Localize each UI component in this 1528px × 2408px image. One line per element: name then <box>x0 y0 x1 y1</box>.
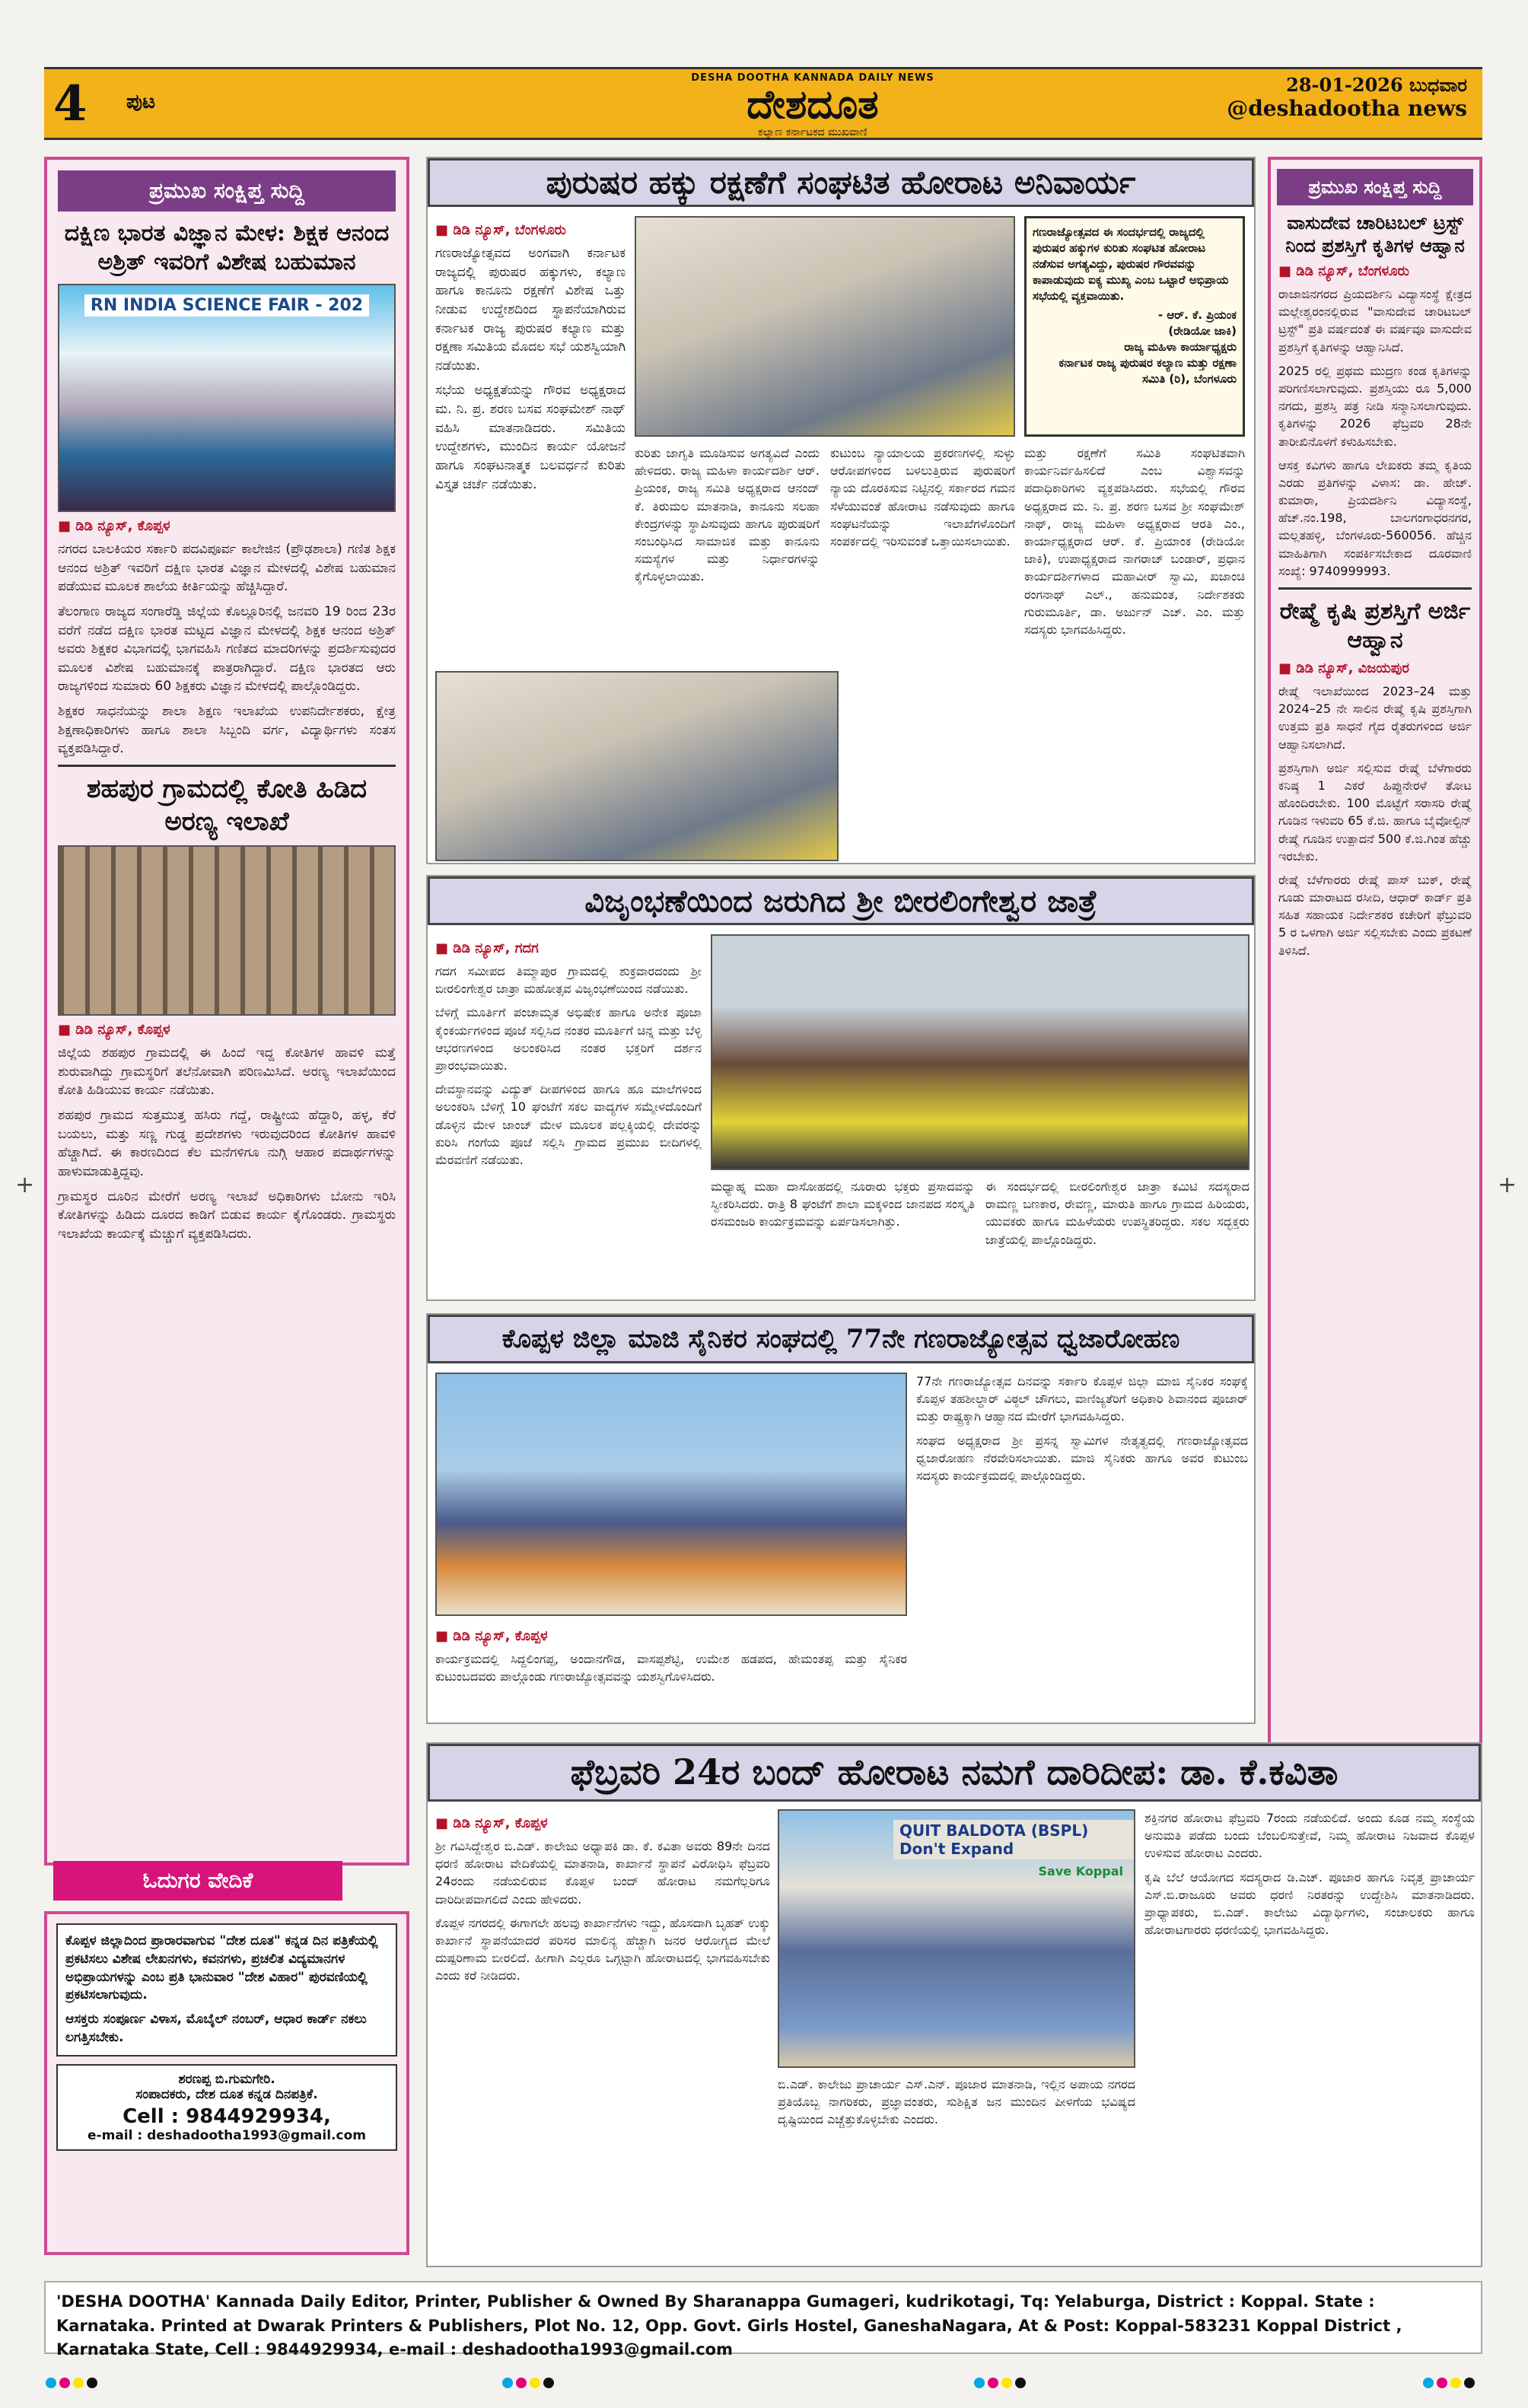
sainika-headline: ಕೊಪ್ಪಳ ಜಿಲ್ಲಾ ಮಾಜಿ ಸೈನಿಕರ ಸಂಘದಲ್ಲಿ 77ನೇ ಗಣರಾಜ್ಯೋತ್ಸವ ಧ್ವಜಾರೋಹಣ <box>428 1315 1254 1363</box>
cmyk-swatch <box>1423 2378 1475 2388</box>
lead-group-photo <box>435 671 839 861</box>
monkey-byline: ■ ಡಿಡಿ ನ್ಯೂಸ್, ಕೊಪ್ಪಳ <box>58 1022 170 1039</box>
sainika-body-left <box>435 1622 907 1691</box>
trust-award-headline: ವಾಸುದೇವ ಚಾರಿಟಬಲ್ ಟ್ರಸ್ಟ್ ನಿಂದ ಪ್ರಶಸ್ತಿಗೆ ಕೃತಿಗಳ ಆಹ್ವಾನ <box>1285 212 1465 256</box>
readers-notice-text: ಕೊಪ್ಪಳ ಜಿಲ್ಲಾದಿಂದ ಪ್ರಾರಾರವಾಗುವ "ದೇಶ ದೂತ" ಕನ್ನಡ ದಿನ ಪತ್ರಿಕೆಯಲ್ಲಿ ಪ್ರಕಟಿಸಲು ವಿಶೇಷ ಲೇಖನಗಳು, ಕವನಗಳು, ಪ್ರಚಲಿತ ವಿದ್ಯಮಾನಗಳ ಅಭಿಪ್ರಾಯಗಳನ್ನು ಎಂಬ ಪ್ರತಿ ಭಾನುವಾರ "ದೇಶ ವಿಹಾರ" ಪುರವಣಿಯಲ್ಲಿ ಪ್ರಕಟಿಸಲಾಗುವುದು. <box>65 1933 378 2003</box>
bandh-para: ಕೃಷಿ ಬೆಲೆ ಆಯೋಗದ ಸದಸ್ಯರಾದ ಡಿ.ಎಚ್. ಪೂಜಾರ ಹಾಗೂ ನಿವೃತ್ತ ಪ್ರಾಚಾರ್ಯ ಎಸ್.ಬಿ.ರಾಜೂರು ಅವರು ಧರಣಿ ನಿರತರನ್ನು ಉದ್ದೇಶಿಸಿ ಮಾತನಾಡಿದರು. ಪ್ರಾಧ್ಯಾಪಕರು, ಬಿ.ಎಡ್. ಕಾಲೇಜು ವಿದ್ಯಾರ್ಥಿಗಳು, ಸಂಚಾಲಕರು ಹಾಗೂ ಹೋರಾಟಗಾರರು ಧರಣಿಯಲ್ಲಿ ಭಾಗವಹಿಸಿದ್ದರು. <box>1144 1869 1475 1938</box>
registration-mark: + <box>15 1172 35 1198</box>
lead-meeting-photo <box>635 216 1015 437</box>
right-news-column <box>1268 157 1482 1747</box>
sainika-para: ಸಂಘದ ಅಧ್ಯಕ್ಷರಾದ ಶ್ರೀ ಪ್ರಸನ್ನ ಸ್ವಾಮಿಗಳ ನೇತೃತ್ವದಲ್ಲಿ ಗಣರಾಜ್ಯೋತ್ಸವದ ಧ್ವಜಾರೋಹಣ ನೆರವೇರಿಸಲಾಯಿತು. ಮಾಜಿ ಸೈನಿಕರು ಹಾಗೂ ಅವರ ಕುಟುಂಬ ಸದಸ್ಯರು ಕಾರ್ಯಕ್ರಮದಲ್ಲಿ ಪಾಲ್ಗೊಂಡಿದ್ದರು. <box>916 1433 1248 1483</box>
trust-award-para: ರಾಜಾಜಿನಗರದ ಪ್ರಿಯದರ್ಶಿನಿ ವಿದ್ಯಾಸಂಸ್ಥೆ ಕ್ಷೇತ್ರದ ಮಲ್ಲೇಶ್ವರಂನಲ್ಲಿರುವ "ವಾಸುದೇವ ಚಾರಿಟಬಲ್ ಟ್ರಸ್ಟ್" ಪ್ರತಿ ವರ್ಷದಂತೆ ಈ ವರ್ಷವೂ ವಾಸುದೇವ ಪ್ರಶಸ್ತಿಗೆ ಕೃತಿಗಳನ್ನು ಆಹ್ವಾನಿಸಿದೆ. <box>1278 287 1472 355</box>
bandh-body-mid <box>778 2076 1135 2135</box>
science-fair-body <box>58 540 396 759</box>
bandh-para: ಶ್ರೀ ಗವಿಸಿದ್ದೇಶ್ವರ ಬಿ.ಎಡ್. ಕಾಲೇಜು ಅಧ್ಯಾಪಕಿ ಡಾ. ಕೆ. ಕವಿತಾ ಅವರು 89ನೇ ದಿನದ ಧರಣಿ ಹೋರಾಟ ವೇದಿಕೆಯಲ್ಲಿ ಮಾತನಾಡಿ, ಕಾರ್ಖಾನೆ ಸ್ಥಾಪನೆ ವಿರೋಧಿಸಿ ಫೆಬ್ರವರಿ 24ರಂದು ನಡೆಯಲಿರುವ ಕೊಪ್ಪಳ ಬಂದ್ ಹೋರಾಟ ನಮಗೆಲ್ಲರಿಗೂ ದಾರಿದೀಪವಾಗಲಿದೆ ಎಂದು ಹೇಳಿದರು. <box>435 1839 770 1907</box>
imprint-footer: 'DESHA DOOTHA' Kannada Daily Editor, Printer, Publisher & Owned By Sharanappa Gumageri, kudrikotagi, Tq: Yelaburga, District : Koppal. State : Karnataka. Printed at Dwarak Printers & Publishers, Plot No. 12, Opp. Govt. Girls Hostel, GaneshaNagara, At & Post: Koppal-583231 Koppal District , Karnataka State, Cell : 9844929934, e-mail : deshadootha1993@gmail.com <box>44 2281 1482 2354</box>
protest-photo <box>778 1809 1135 2068</box>
lead-byline: ■ ಡಿಡಿ ನ್ಯೂಸ್, ಬೆಂಗಳೂರು <box>435 222 566 238</box>
bandh-headline: ಫೆಬ್ರವರಿ 24ರ ಬಂದ್ ಹೋರಾಟ ನಮಗೆ ದಾರಿದೀಪ: ಡಾ. ಕೆ.ಕವಿತಾ <box>428 1744 1481 1802</box>
trust-award-byline: ■ ಡಿಡಿ ನ್ಯೂಸ್, ಬೆಂಗಳೂರು <box>1278 263 1409 279</box>
header-meta <box>1227 74 1467 121</box>
trust-award-body <box>1278 285 1472 580</box>
editor-email: e-mail : deshadootha1993@gmail.com <box>88 2127 366 2143</box>
editor-cell: Cell : 9844929934, <box>123 2104 331 2128</box>
masthead-bar <box>44 67 1482 140</box>
editor-name: ಶರಣಪ್ಪ ಬಿ.ಗುಮಗೇರಿ. <box>178 2071 275 2087</box>
bandh-para: ಕೊಪ್ಪಳ ನಗರದಲ್ಲಿ ಈಗಾಗಲೇ ಹಲವು ಕಾರ್ಖಾನೆಗಳು ಇದ್ದು, ಹೊಸದಾಗಿ ಬೃಹತ್ ಉಕ್ಕು ಕಾರ್ಖಾನೆ ಸ್ಥಾಪನೆಯಾದರೆ ಪರಿಸರ ಮಾಲಿನ್ಯ ಹೆಚ್ಚಾಗಿ ಜನರ ಆರೋಗ್ಯದ ಮೇಲೆ ದುಷ್ಪರಿಣಾಮ ಬೀರಲಿದೆ. ಹೀಗಾಗಿ ಎಲ್ಲರೂ ಒಗ್ಗಟ್ಟಾಗಿ ಹೋರಾಟದಲ್ಲಿ ಭಾಗವಹಿಸಬೇಕು ಎಂದು ಕರೆ ನೀಡಿದರು. <box>435 1915 770 1983</box>
page-number: 4 <box>53 75 88 132</box>
sainika-story <box>426 1313 1256 1724</box>
jatre-procession-photo <box>711 934 1249 1170</box>
jatre-para: ಈ ಸಂದರ್ಭದಲ್ಲಿ ಬೀರಲಿಂಗೇಶ್ವರ ಜಾತ್ರಾ ಕಮಿಟಿ ಸದಸ್ಯರಾದ ರಾಮಣ್ಣ ಬಣಕಾರ, ರೇವಣ್ಣ, ಮಾರುತಿ ಹಾಗೂ ಗ್ರಾಮದ ಹಿರಿಯರು, ಯುವಕರು ಹಾಗೂ ಮಹಿಳೆಯರು ಉಪಸ್ಥಿತರಿದ್ದರು. ಸಕಲ ಸದ್ಭಕ್ತರು ಜಾತ್ರೆಯಲ್ಲಿ ಪಾಲ್ಗೊಂಡಿದ್ದರು. <box>985 1179 1249 1247</box>
jatre-byline: ■ ಡಿಡಿ ನ್ಯೂಸ್, ಗದಗ <box>435 940 539 956</box>
silk-award-byline: ■ ಡಿಡಿ ನ್ಯೂಸ್, ವಿಜಯಪುರ <box>1278 660 1409 676</box>
left-section-label: ಪ್ರಮುಖ ಸಂಕ್ಷಿಪ್ತ ಸುದ್ದಿ <box>58 170 396 212</box>
science-fair-byline: ■ ಡಿಡಿ ನ್ಯೂಸ್, ಕೊಪ್ಪಳ <box>58 518 170 534</box>
science-fair-para: ತೆಲಂಗಾಣ ರಾಜ್ಯದ ಸಂಗಾರೆಡ್ಡಿ ಜಿಲ್ಲೆಯ ಕೊಲ್ಲೂರಿನಲ್ಲಿ ಜನವರಿ 19 ರಿಂದ 23ರ ವರೆಗೆ ನಡೆದ ದಕ್ಷಿಣ ಭಾರತ ಮಟ್ಟದ ವಿಜ್ಞಾನ ಮೇಳದಲ್ಲಿ ಶಿಕ್ಷಕ ಆನಂದ ಅಶ್ರಿತ್ ಅವರು ಶಿಕ್ಷಕರ ವಿಭಾಗದಲ್ಲಿ ಭಾಗವಹಿಸಿ ಗಣಿತದ ಮಾದರಿಗಳನ್ನು ಪ್ರದರ್ಶಿಸುವುದರ ಮೂಲಕ ವಿಶೇಷ ಬಹುಮಾನಕ್ಕೆ ಪಾತ್ರರಾಗಿದ್ದಾರೆ. ದಕ್ಷಿಣ ಭಾರತದ ಆರು ರಾಜ್ಯಗಳಿಂದ ಸುಮಾರು 60 ಶಿಕ್ಷಕರು ವಿಜ್ಞಾನ ಮೇಳದಲ್ಲಿ ಪಾಲ್ಗೊಂಡಿದ್ದರು. <box>58 603 396 695</box>
readers-notice <box>56 1923 397 2057</box>
science-fair-headline: ದಕ್ಷಿಣ ಭಾರತ ವಿಜ್ಞಾನ ಮೇಳ: ಶಿಕ್ಷಕ ಆನಂದ ಅಶ್ರಿತ್ ಇವರಿಗೆ ವಿಶೇಷ ಬಹುಮಾನ <box>64 220 390 275</box>
jatre-para: ದೇವಸ್ಥಾನವನ್ನು ವಿದ್ಯುತ್ ದೀಪಗಳಿಂದ ಹಾಗೂ ಹೂ ಮಾಲೆಗಳಿಂದ ಅಲಂಕರಿಸಿ ಬೆಳಿಗ್ಗೆ 10 ಘಂಟೆಗೆ ಸಕಲ ವಾದ್ಯಗಳ ಸಮ್ಮೇಳದೊಂದಿಗೆ ಡೊಳ್ಳಿನ ಮೇಳ ಜಾಂಜ್ ಮೇಳ ಮೂಲಕ ಪಲ್ಲಕ್ಕಿಯಲ್ಲಿ ದೇವರನ್ನು ಕುರಿಸಿ ಗಂಗೆಯ ಪೂಜೆ ಸಲ್ಲಿಸಿ ಗ್ರಾಮದ ಪ್ರಮುಖ ಬೀದಿಗಳಲ್ಲಿ ಮೆರವಣಿಗೆ ನಡೆಯಿತು. <box>435 1082 702 1167</box>
masthead-title: ದೇಶದೂತ <box>746 81 879 128</box>
monkey-para: ಗ್ರಾಮಸ್ಥರ ದೂರಿನ ಮೇರೆಗೆ ಅರಣ್ಯ ಇಲಾಖೆ ಅಧಿಕಾರಿಗಳು ಬೋನು ಇರಿಸಿ ಕೋತಿಗಳನ್ನು ಹಿಡಿದು ದೂರದ ಕಾಡಿಗೆ ಬಿಡುವ ಕಾರ್ಯ ಕೈಗೊಂಡರು. ಗ್ರಾಮಸ್ಥರು ಇಲಾಖೆಯ ಕಾರ್ಯಕ್ಕೆ ಮೆಚ್ಚುಗೆ ವ್ಯಕ್ತಪಡಿಸಿದರು. <box>58 1188 396 1242</box>
silk-award-para: ರೇಷ್ಮೆ ಬೆಳೆಗಾರರು ರೇಷ್ಮೆ ಪಾಸ್ ಬುಕ್, ರೇಷ್ಮೆ ಗೂಡು ಮಾರಾಟದ ರಸೀದಿ, ಆಧಾರ್ ಕಾರ್ಡ್ ಪ್ರತಿ ಸಹಿತ ಸಹಾಯಕ ನಿರ್ದೇಶಕರ ಕಚೇರಿಗೆ ಫೆಬ್ರುವರಿ 5 ರ ಒಳಗಾಗಿ ಅರ್ಜಿ ಸಲ್ಲಿಸಬೇಕು ಎಂದು ಪ್ರಕಟಣೆ ತಿಳಿಸಿದೆ. <box>1278 872 1472 958</box>
save-koppal-text: Save Koppal <box>1038 1864 1123 1878</box>
page-word: ಪುಟ <box>126 91 156 113</box>
lead-para-text: ಕುರಿತು ಜಾಗೃತಿ ಮೂಡಿಸುವ ಅಗತ್ಯವಿದೆ ಎಂದು ಹೇಳಿದರು. ರಾಜ್ಯ ಮಹಿಳಾ ಕಾರ್ಯದರ್ಶಿ ಆರ್. ಪ್ರಿಯಂಕ, ರಾಜ್ಯ ಸಮಿತಿ ಅಧ್ಯಕ್ಷರಾದ ಆನಂದ್ ಕೆ. ತಿರುಮಲ ಮಾತನಾಡಿ, ಕಾನೂನು ಸಲಹಾ ಕೇಂದ್ರಗಳನ್ನು ಸ್ಥಾಪಿಸುವುದು ಹಾಗೂ ಪುರುಷರಿಗೆ ಸಂಬಂಧಿಸಿದ ಸಾಮಾಜಿಕ ಮತ್ತು ಕಾನೂನು ಸಮಸ್ಯೆಗಳ ಮತ್ತು ನಿರ್ಧಾರಗಳನ್ನು ಕೈಗೊಳ್ಳಲಾಯಿತು. <box>635 446 820 584</box>
silk-award-para: ರೇಷ್ಮೆ ಇಲಾಖೆಯಿಂದ 2023–24 ಮತ್ತು 2024–25 ನೇ ಸಾಲಿನ ರೇಷ್ಮೆ ಕೃಷಿ ಪ್ರಶಸ್ತಿಗಾಗಿ ಉತ್ತಮ ಪ್ರತಿ ಸಾಧನೆ ಗೈದ ರೈತರುಗಳಿಂದ ಅರ್ಜಿ ಆಹ್ವಾನಿಸಲಾಗಿದೆ. <box>1278 684 1472 752</box>
editor-contact <box>56 2064 397 2151</box>
sainika-para: 77ನೇ ಗಣರಾಜ್ಯೋತ್ಸವ ದಿನವನ್ನು ಸರ್ಕಾರಿ ಕೊಪ್ಪಳ ಜಿಲ್ಲಾ ಮಾಜಿ ಸೈನಿಕರ ಸಂಘಕ್ಕೆ ಕೊಪ್ಪಳ ತಹಶೀಲ್ದಾರ್ ವಿಠ್ಠಲ್ ಚೌಗಲು, ವಾಣಿಜ್ಯತೆರಿಗೆ ಅಧಿಕಾರಿ ಶಿವಾನಂದ ಪೂಜಾರ್ ಮತ್ತು ರಾಷ್ಟ್ರಕ್ಕಾಗಿ ಆಹ್ವಾನದ ಮೇರೆಗೆ ಭಾಗವಹಿಸಿದ್ದರು. <box>916 1374 1248 1424</box>
lead-col1 <box>435 216 626 500</box>
sainika-body-right <box>916 1373 1248 1490</box>
lead-para <box>435 244 626 494</box>
editor-role: ಸಂಪಾದಕರು, ದೇಶ ದೂತ ಕನ್ನಡ ದಿನಪತ್ರಿಕೆ. <box>135 2086 318 2102</box>
silk-award-body <box>1278 682 1472 959</box>
readers-forum-box <box>44 1911 409 2255</box>
science-fair-photo <box>58 284 396 512</box>
lead-quote: ಗಣರಾಜ್ಯೋತ್ಸವದ ಈ ಸಂದರ್ಭದಲ್ಲಿ ರಾಜ್ಯದಲ್ಲಿ ಪುರುಷರ ಹಕ್ಕುಗಳ ಕುರಿತು ಸಂಘಟಿತ ಹೋರಾಟ ನಡೆಸುವ ಅಗತ್ಯವಿದ್ದು, ಪುರುಷರ ಗೌರವವನ್ನು ಕಾಪಾಡುವುದು ಐಕ್ಯ ಮುಖ್ಯ ಎಂಬ ಒಟ್ಟಾರೆ ಅಭಿಪ್ರಾಯ ಸಭೆಯಲ್ಲಿ ವ್ಯಕ್ತವಾಯಿತು. <box>1033 225 1229 303</box>
silk-award-headline: ರೇಷ್ಮೆ ಕೃಷಿ ಪ್ರಶಸ್ತಿಗೆ ಅರ್ಜಿ ಆಹ್ವಾನ <box>1279 598 1471 654</box>
cmyk-swatch <box>974 2378 1026 2388</box>
masthead <box>653 69 973 138</box>
lead-body-right <box>1024 444 1245 644</box>
lead-headline: ಪುರುಷರ ಹಕ್ಕು ರಕ್ಷಣೆಗೆ ಸಂಘಟಿತ ಹೋರಾಟ ಅನಿವಾರ್ಯ <box>428 158 1254 207</box>
jatre-col1 <box>435 934 702 1175</box>
monkey-headline: ಶಹಪುರ ಗ್ರಾಮದಲ್ಲಿ ಕೋತಿ ಹಿಡಿದ ಅರಣ್ಯ ಇಲಾಖೆ <box>86 774 368 837</box>
social-handle: @deshadootha news <box>1227 96 1467 121</box>
masthead-english: DESHA DOOTHA KANNADA DAILY NEWS <box>691 72 934 84</box>
left-news-column <box>44 157 409 1866</box>
jatre-para: ಗದಗ ಸಮೀಪದ ತಿಮ್ಮಾಪುರ ಗ್ರಾಮದಲ್ಲಿ ಶುಕ್ರವಾರದಂದು ಶ್ರೀ ಬೀರಲಿಂಗೇಶ್ವರ ಜಾತ್ರಾ ಮಹೋತ್ಸವ ವಿಜೃಂಭಣೆಯಿಂದ ನಡೆಯಿತು. <box>435 964 702 997</box>
lead-para-text: ಸಭೆಯ ಅಧ್ಯಕ್ಷತೆಯನ್ನು ಗೌರವ ಅಧ್ಯಕ್ಷರಾದ ಮ. ನಿ. ಪ್ರ. ಶರಣ ಬಸವ ಸಂಘಮೇಶ್ ನಾಥ್ ವಹಿಸಿ ಮಾತನಾಡಿದರು. ಸಮಿತಿಯ ಉದ್ದೇಶಗಳು, ಮುಂದಿನ ಕಾರ್ಯ ಯೋಜನೆ ಹಾಗೂ ಸಂಘಟನಾತ್ಮಕ ಬಲವರ್ಧನೆ ಕುರಿತು ವಿಸ್ತೃತ ಚರ್ಚೆ ನಡೆಯಿತು. <box>435 383 626 492</box>
monkey-para: ಜಿಲ್ಲೆಯ ಶಹಪುರ ಗ್ರಾಮದಲ್ಲಿ ಈ ಹಿಂದೆ ಇದ್ದ ಕೋತಿಗಳ ಹಾವಳಿ ಮತ್ತೆ ಶುರುವಾಗಿದ್ದು ಗ್ರಾಮಸ್ಥರಿಗೆ ತಲೆನೋವಾಗಿ ಪರಿಣಮಿಸಿದೆ. ಅರಣ್ಯ ಇಲಾಖೆಯಿಂದ ಕೋತಿ ಹಿಡಿಯುವ ಕಾರ್ಯ ನಡೆಯಿತು. <box>58 1045 396 1099</box>
silk-award-para: ಪ್ರಶಸ್ತಿಗಾಗಿ ಅರ್ಜಿ ಸಲ್ಲಿಸುವ ರೇಷ್ಮೆ ಬೆಳೆಗಾರರು ಕನಿಷ್ಠ 1 ಎಕರೆ ಹಿಪ್ಪುನೇರಳೆ ತೋಟ ಹೊಂದಿರಬೇಕು. 100 ಮೊಟ್ಟೆಗೆ ಸರಾಸರಿ ರೇಷ್ಮೆ ಗೂಡಿನ ಇಳುವರಿ 65 ಕೆ.ಜಿ. ಹಾಗೂ ಬೈವೋಲ್ಟಿನ್ ರೇಷ್ಮೆ ಗೂಡಿನ ಉತ್ಪಾದನೆ 500 ಕೆ.ಜಿ.ಗಿಂತ ಹೆಚ್ಚು ಇರಬೇಕು. <box>1278 760 1472 864</box>
right-section-label: ಪ್ರಮುಖ ಸಂಕ್ಷಿಪ್ತ ಸುದ್ದಿ <box>1277 169 1473 205</box>
lead-quote-author: - ಆರ್. ಕೆ. ಪ್ರಿಯಂಕ <box>1157 308 1237 322</box>
bandh-para: ಬಿ.ಎಡ್. ಕಾಲೇಜು ಪ್ರಾಚಾರ್ಯ ಎಸ್.ಎನ್. ಪೂಜಾರ ಮಾತನಾಡಿ, ಇಲ್ಲಿನ ಅಪಾಯ ನಗರದ ಪ್ರತಿಯೊಬ್ಬ ನಾಗರಿಕರು, ಪ್ರಜ್ಞಾವಂತರು, ಸುಶಿಕ್ಷಿತ ಜನ ಮುಂದಿನ ಪೀಳಿಗೆಯ ಭವಿಷ್ಯದ ದೃಷ್ಟಿಯಿಂದ ಎಚ್ಚೆತ್ತುಕೊಳ್ಳಬೇಕು ಎಂದರು. <box>778 2077 1135 2127</box>
readers-notice-text2: ಆಸಕ್ತರು ಸಂಪೂರ್ಣ ವಿಳಾಸ, ಮೊಬೈಲ್ ನಂಬರ್, ಆಧಾರ ಕಾರ್ಡ್ ನಕಲು ಲಗತ್ತಿಸಬೇಕು. <box>65 2012 367 2045</box>
jatre-headline: ವಿಜೃಂಭಣೆಯಿಂದ ಜರುಗಿದ ಶ್ರೀ ಬೀರಲಿಂಗೇಶ್ವರ ಜಾತ್ರೆ <box>428 876 1254 925</box>
lead-quote-box <box>1024 216 1245 437</box>
jatre-body <box>711 1178 1249 1249</box>
monkey-cage-photo <box>58 845 396 1016</box>
readers-forum-label: ಓದುಗರ ವೇದಿಕೆ <box>53 1861 342 1901</box>
registration-mark: + <box>1498 1172 1517 1198</box>
sainika-para: ಕಾರ್ಯಕ್ರಮದಲ್ಲಿ ಸಿದ್ದಲಿಂಗಪ್ಪ, ಅಂದಾನಗೌಡ, ವಾಸಪ್ಪಶೆಟ್ಟಿ, ಉಮೇಶ ಹಡಪದ, ಹೇಮಂತಪ್ಪ ಮತ್ತು ಸೈನಿಕರ ಕುಟುಂಬದವರು ಪಾಲ್ಗೊಂಡು ಗಣರಾಜ್ಯೋತ್ಸವವನ್ನು ಯಶಸ್ವಿಗೊಳಿಸಿದರು. <box>435 1652 907 1684</box>
bandh-byline: ■ ಡಿಡಿ ನ್ಯೂಸ್, ಕೊಪ್ಪಳ <box>435 1815 548 1831</box>
cmyk-swatch <box>502 2378 554 2388</box>
masthead-tagline: ಕಲ್ಯಾಣ ಕರ್ನಾಟಕದ ಮುಖವಾಣಿ <box>758 126 867 138</box>
issue-date: 28-01-2026 ಬುಧವಾರ <box>1286 74 1467 96</box>
lead-quote-author-org: ಕರ್ನಾಟಕ ರಾಜ್ಯ ಪುರುಷರ ಕಲ್ಯಾಣ ಮತ್ತು ರಕ್ಷಣಾ ಸಮಿತಿ (ರಿ), ಬೆಂಗಳೂರು <box>1058 356 1237 386</box>
bandh-para: ಶಕ್ತಿನಗರ ಹೋರಾಟ ಫೆಬ್ರವರಿ 7ರಂದು ನಡೆಯಲಿದೆ. ಅಂದು ಕೂಡ ನಮ್ಮ ಸಂಸ್ಥೆಯ ಅನುಮತಿ ಪಡೆದು ಬಂದು ಬೆಂಬಲಿಸುತ್ತೇವೆ, ನಿಮ್ಮ ಹೋರಾಟ ನಿಜವಾದ ಕೊಪ್ಪಳ ಉಳಿಸುವ ಹೋರಾಟ ಎಂದರು. <box>1144 1811 1475 1861</box>
lead-para-text: ಕುಟುಂಬ ನ್ಯಾಯಾಲಯ ಪ್ರಕರಣಗಳಲ್ಲಿ ಸುಳ್ಳು ಆರೋಪಗಳಿಂದ ಬಳಲುತ್ತಿರುವ ಪುರುಷರಿಗೆ ನ್ಯಾಯ ದೊರಕಿಸುವ ನಿಟ್ಟಿನಲ್ಲಿ ಸರ್ಕಾರದ ಗಮನ ಸೆಳೆಯುವಂತೆ ಹೋರಾಟ ನಡೆಸುವುದು ಹಾಗೂ ಸಂಘಟನೆಯನ್ನು ಇಲಾಖೆಗಳೊಂದಿಗೆ ಸಂಪರ್ಕದಲ್ಲಿ ಇರಿಸುವಂತೆ ಒತ್ತಾಯಿಸಲಾಯಿತು. <box>830 446 1015 549</box>
bandh-story <box>426 1742 1482 2267</box>
monkey-body <box>58 1044 396 1243</box>
trust-award-para: 2025 ರಲ್ಲಿ ಪ್ರಥಮ ಮುದ್ರಣ ಕಂಡ ಕೃತಿಗಳನ್ನು ಪರಿಗಣಿಸಲಾಗುವುದು. ಪ್ರಶಸ್ತಿಯು ರೂ 5,000 ನಗದು, ಪ್ರಶಸ್ತಿ ಪತ್ರ ನೀಡಿ ಸನ್ಮಾನಿಸಲಾಗುವುದು. ಕೃತಿಗಳನ್ನು 2026 ಫೆಬ್ರವರಿ 28ನೇ ತಾರೀಖಿನೊಳಗೆ ಕಳುಹಿಸಬೇಕು. <box>1278 363 1472 449</box>
lead-quote-author-role: (ರೇಡಿಯೋ ಜಾಕಿ) <box>1168 324 1237 338</box>
protest-banner-text: QUIT BALDOTA (BSPL) Don't Expand <box>893 1820 1134 1859</box>
lead-para-text: ಮತ್ತು ರಕ್ಷಣೆಗೆ ಸಮಿತಿ ಸಂಘಟಿತವಾಗಿ ಕಾರ್ಯನಿರ್ವಹಿಸಲಿದೆ ಎಂಬ ವಿಶ್ವಾಸವನ್ನು ಪದಾಧಿಕಾರಿಗಳು ವ್ಯಕ್ತಪಡಿಸಿದರು. ಸಭೆಯಲ್ಲಿ ಗೌರವ ಅಧ್ಯಕ್ಷರಾದ ಮ. ನಿ. ಪ್ರ. ಶರಣ ಬಸವ ಶ್ರೀ ಸಂಘಮೇಶ್ ನಾಥ್, ರಾಜ್ಯ ಮಹಿಳಾ ಅಧ್ಯಕ್ಷರಾದ ಆರತಿ ಎಂ., ಕಾರ್ಯಾಧ್ಯಕ್ಷರಾದ ಆರ್. ಕೆ. ಪ್ರಿಯಾಂಕ (ರೇಡಿಯೋ ಜಾಕಿ), ಉಪಾಧ್ಯಕ್ಷರಾದ ನಾಗರಾಜ್ ಬಂಡಾರ್, ಪ್ರಧಾನ ಕಾರ್ಯದರ್ಶಿಗಳಾದ ಮಹಾವೀರ್ ಸ್ವಾಮಿ, ಖಜಾಂಚಿ ರಂಗನಾಥ್ ಎಲ್., ಹನುಮಂತ, ನಿರ್ದೇಶಕರು ಗುರುಮೂರ್ತಿ, ಡಾ. ಅರ್ಜುನ್ ಎಚ್. ಎಂ. ಮತ್ತು ಸದಸ್ಯರು ಭಾಗವಹಿಸಿದ್ದರು. <box>1024 446 1245 637</box>
lead-quote-author-title: ರಾಜ್ಯ ಮಹಿಳಾ ಕಾರ್ಯಾಧ್ಯಕ್ಷರು <box>1124 340 1237 354</box>
bandh-body-right <box>1144 1809 1475 1945</box>
science-fair-banner-text: RN INDIA SCIENCE FAIR - 202 <box>84 294 369 317</box>
bandh-col1 <box>435 1809 770 1991</box>
jatre-story <box>426 875 1256 1301</box>
jatre-para: ಮಧ್ಯಾಹ್ನ ಮಹಾ ದಾಸೋಹದಲ್ಲಿ ನೂರಾರು ಭಕ್ತರು ಪ್ರಸಾದವನ್ನು ಸ್ವೀಕರಿಸಿದರು. ರಾತ್ರಿ 8 ಘಂಟೆಗೆ ಶಾಲಾ ಮಕ್ಕಳಿಂದ ಜಾನಪದ ಸಂಸ್ಕೃತಿ ರಸಮಂಜರಿ ಕಾರ್ಯಕ್ರಮವನ್ನು ಏರ್ಪಡಿಸಲಾಗಿತ್ತು. <box>711 1179 975 1229</box>
jatre-para: ಬೆಳಿಗ್ಗೆ ಮೂರ್ತಿಗೆ ಪಂಚಾಮೃತ ಅಭಿಷೇಕ ಹಾಗೂ ಅನೇಕ ಪೂಜಾ ಕೈಂಕರ್ಯಗಳಿಂದ ಪೂಜೆ ಸಲ್ಲಿಸಿದ ನಂತರ ಮೂರ್ತಿಗೆ ಚಿನ್ನ ಮತ್ತು ಬೆಳ್ಳಿ ಆಭರಣಗಳಿಂದ ಅಲಂಕರಿಸಿದ ನಂತರ ಭಕ್ತರಿಗೆ ದರ್ಶನ ಪ್ರಾರಂಭವಾಯಿತು. <box>435 1005 702 1073</box>
trust-award-para: ಆಸಕ್ತ ಕವಿಗಳು ಹಾಗೂ ಲೇಖಕರು ತಮ್ಮ ಕೃತಿಯ ಎರಡು ಪ್ರತಿಗಳನ್ನು ವಿಳಾಸ: ಡಾ. ಹೇಚ್. ಕುಮಾರಾ, ಪ್ರಿಯದರ್ಶಿನಿ ವಿದ್ಯಾಸಂಸ್ಥೆ, ಹೆಚ್.ನಂ.198, ಬಾಲಗಂಗಾಧರನಗರ, ಮಲ್ಲತಹಳ್ಳಿ, ಬೆಂಗಳೂರು-560056. ಹೆಚ್ಚಿನ ಮಾಹಿತಿಗಾಗಿ ಸಂಪರ್ಕಿಸಬೇಕಾದ ದೂರವಾಣಿ ಸಂಖ್ಯೆ: 9740999993. <box>1278 457 1472 578</box>
cmyk-swatch <box>46 2378 97 2388</box>
monkey-para: ಶಹಪುರ ಗ್ರಾಮದ ಸುತ್ತಮುತ್ತ ಹಸಿರು ಗದ್ದೆ, ರಾಷ್ಟ್ರೀಯ ಹೆದ್ದಾರಿ, ಹಳ್ಳ, ಕೆರೆ ಬಯಲು, ಮತ್ತು ಸಣ್ಣ ಗುಡ್ಡ ಪ್ರದೇಶಗಳು ಇರುವುದರಿಂದ ಕೋತಿಗಳ ಹಾವಳಿ ಹೆಚ್ಚಾಗಿದೆ. ಈ ಕಾರಣದಿಂದ ಕೆಲ ಮನೆಗಳಿಗೂ ನುಗ್ಗಿ ಆಹಾರ ಪದಾರ್ಥಗಳನ್ನು ಹಾಳುಮಾಡುತ್ತಿದ್ದವು. <box>58 1107 396 1179</box>
science-fair-para: ನಗರದ ಬಾಲಕಿಯರ ಸರ್ಕಾರಿ ಪದವಿಪೂರ್ವ ಕಾಲೇಜಿನ (ಪ್ರೌಢಶಾಲಾ) ಗಣಿತ ಶಿಕ್ಷಕ ಆನಂದ ಅಶ್ರಿತ್ ಇವರಿಗೆ ದಕ್ಷಿಣ ಭಾರತ ವಿಜ್ಞಾನ ಮೇಳದಲ್ಲಿ ವಿಶೇಷ ಬಹುಮಾನ ಪಡೆಯುವ ಮೂಲಕ ಶಾಲೆಯ ಕೀರ್ತಿಯನ್ನು ಹೆಚ್ಚಿಸಿದ್ದಾರೆ. <box>58 542 396 595</box>
lead-body-mid <box>635 444 1015 586</box>
sainika-byline: ■ ಡಿಡಿ ನ್ಯೂಸ್, ಕೊಪ್ಪಳ <box>435 1628 548 1644</box>
science-fair-para: ಶಿಕ್ಷಕರ ಸಾಧನೆಯನ್ನು ಶಾಲಾ ಶಿಕ್ಷಣ ಇಲಾಖೆಯ ಉಪನಿರ್ದೇಶಕರು, ಕ್ಷೇತ್ರ ಶಿಕ್ಷಣಾಧಿಕಾರಿಗಳು ಹಾಗೂ ಶಾಲಾ ಸಿಬ್ಬಂದಿ ವರ್ಗ, ವಿದ್ಯಾರ್ಥಿಗಳು ಸಂತಸ ವ್ಯಕ್ತಪಡಿಸಿದ್ದಾರೆ. <box>58 704 396 757</box>
lead-story <box>426 157 1256 864</box>
lead-para-text: ಗಣರಾಜ್ಯೋತ್ಸವದ ಅಂಗವಾಗಿ ಕರ್ನಾಟಕ ರಾಜ್ಯದಲ್ಲಿ ಪುರುಷರ ಹಕ್ಕುಗಳು, ಕಲ್ಯಾಣ ಹಾಗೂ ಕಾನೂನು ರಕ್ಷಣೆಗೆ ವಿಶೇಷ ಒತ್ತು ನೀಡುವ ಉದ್ದೇಶದಿಂದ ಸ್ಥಾಪನೆಯಾಗಿರುವ ಕರ್ನಾಟಕ ರಾಜ್ಯ ಪುರುಷರ ಕಲ್ಯಾಣ ಮತ್ತು ರಕ್ಷಣಾ ಸಮಿತಿಯ ಮೊದಲ ಸಭೆ ಯಶಸ್ವಿಯಾಗಿ ನಡೆಯಿತು. <box>435 246 626 374</box>
flag-hoisting-photo <box>435 1373 907 1616</box>
